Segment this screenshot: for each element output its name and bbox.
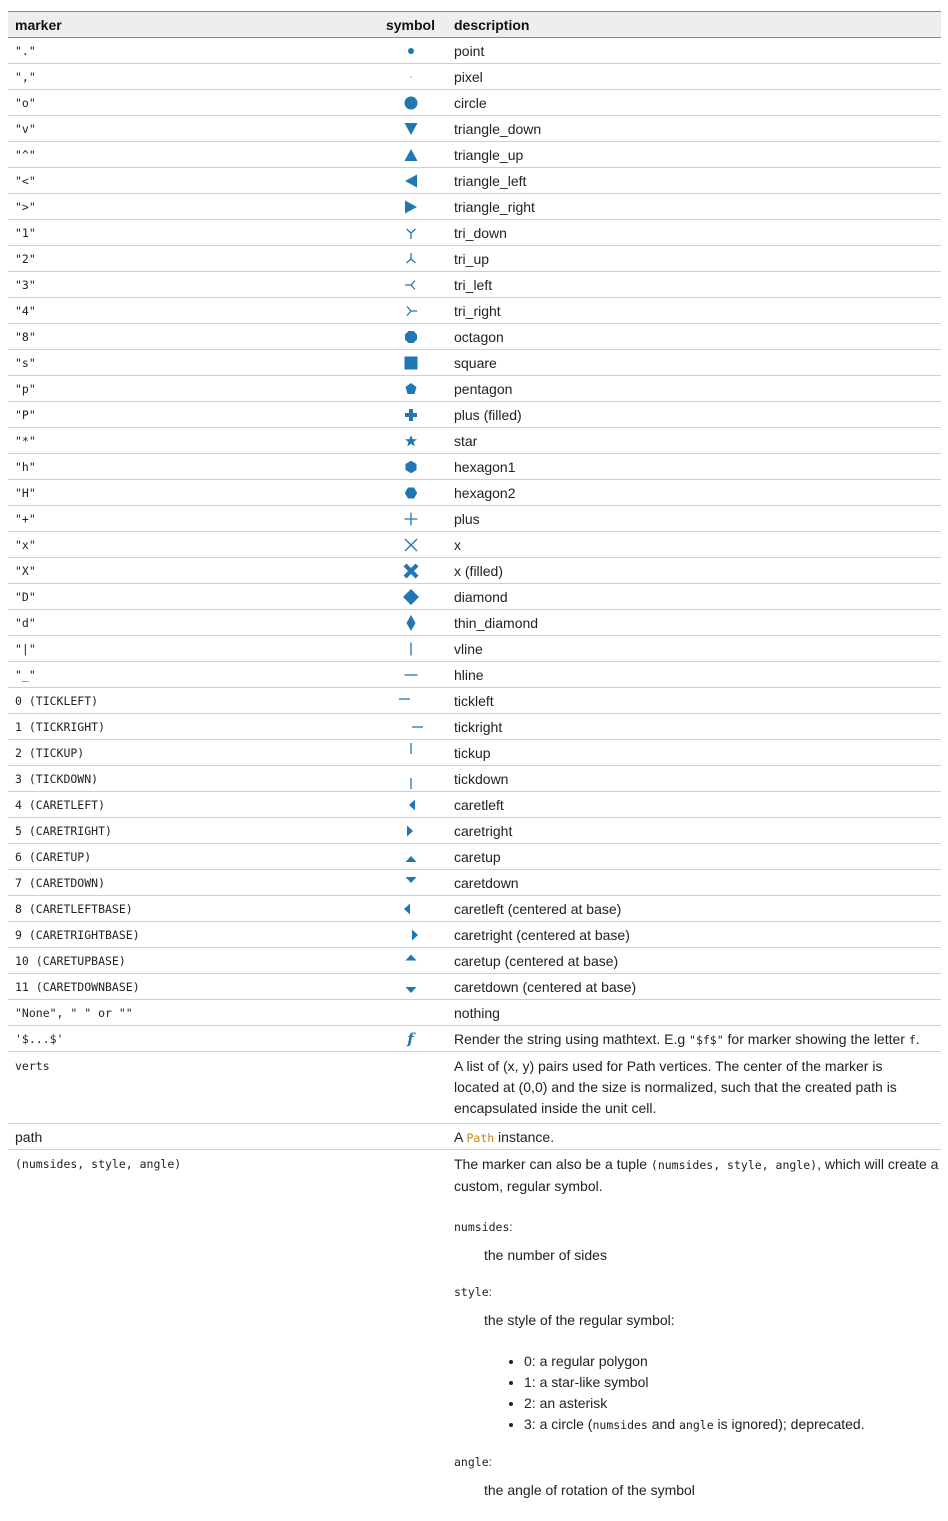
marker-cell: "<" xyxy=(15,173,36,188)
marker-cell: 5 (CARETRIGHT) xyxy=(15,823,112,838)
pentagon-icon xyxy=(403,381,419,397)
table-row xyxy=(8,506,941,532)
tri-down-icon xyxy=(403,225,419,241)
table-row xyxy=(8,688,941,714)
param-style: style: xyxy=(454,1285,492,1299)
symbol-cell xyxy=(368,350,453,375)
description-cell: A Path instance. xyxy=(454,1128,555,1145)
description-cell: Render the string using mathtext. E.g "$f$" for marker showing the letter f. xyxy=(454,1030,920,1047)
square-icon xyxy=(403,355,419,371)
table-row xyxy=(8,402,941,428)
caretdown-icon xyxy=(403,875,419,891)
marker-cell: "^" xyxy=(15,147,36,162)
symbol-cell xyxy=(368,896,453,921)
tickleft-icon xyxy=(403,693,419,709)
symbol-cell xyxy=(368,636,453,661)
symbol-cell xyxy=(368,38,453,63)
description-cell: diamond xyxy=(454,588,508,605)
caretleft-icon xyxy=(403,797,419,813)
marker-cell: path xyxy=(15,1128,43,1145)
description-cell: tickright xyxy=(454,718,503,735)
style-list: • 0: a regular polygon • 1: a star-like symbol • 2: an asterisk • 3: a circle (numsides and angle is ignored); deprecated. xyxy=(484,1351,941,1436)
description-cell: plus xyxy=(454,510,480,527)
caretrightbase-icon xyxy=(403,927,419,943)
marker-cell: "2" xyxy=(15,251,36,266)
table-row xyxy=(8,766,941,792)
circle-icon xyxy=(403,95,419,111)
description-cell: star xyxy=(454,432,478,449)
symbol-cell xyxy=(368,688,453,713)
marker-cell: "P" xyxy=(15,407,36,422)
description-cell: The marker can also be a tuple (numsides, style, angle), which will create a custom, regular symbol. numsides: the number of sides style: the style of the regular symbol: • 0: a regular polygon • 1: a star-like symbol • 2: an asterisk • 3: a circle (numsides and angle is ignored); deprecated. angle: the angle of rotation of the symbol xyxy=(453,1154,941,1517)
triangle-up-icon xyxy=(403,147,419,163)
symbol-cell xyxy=(368,402,453,427)
marker-cell: "," xyxy=(15,69,36,84)
tuple-params: numsides: the number of sides style: the style of the regular symbol: • 0: a regular polygon • 1: a star-like symbol • 2: an asterisk • 3: a circle (numsides and angle is ignored); deprecated. angle: the angle of rotation of the symbol xyxy=(454,1217,941,1501)
description-cell: tickdown xyxy=(454,770,509,787)
symbol-cell xyxy=(368,324,453,349)
table-row xyxy=(8,38,941,64)
marker-cell: 9 (CARETRIGHTBASE) xyxy=(15,927,140,942)
marker-cell: 10 (CARETUPBASE) xyxy=(15,953,126,968)
triangle-left-icon xyxy=(403,173,419,189)
symbol-cell xyxy=(368,714,453,739)
symbol-cell xyxy=(368,246,453,271)
table-row xyxy=(8,948,941,974)
table-row xyxy=(8,376,941,402)
description-cell: hexagon2 xyxy=(454,484,516,501)
description-cell: pixel xyxy=(454,68,483,85)
description-cell: caretup xyxy=(454,848,501,865)
symbol-cell xyxy=(368,506,453,531)
marker-cell: "s" xyxy=(15,355,36,370)
marker-cell: 6 (CARETUP) xyxy=(15,849,92,864)
description-cell: octagon xyxy=(454,328,504,345)
description-cell: plus (filled) xyxy=(454,406,522,423)
table-row xyxy=(8,974,941,1000)
diamond-icon xyxy=(403,589,419,605)
tickright-icon xyxy=(403,719,419,735)
description-cell: triangle_down xyxy=(454,120,542,137)
marker-cell: '$...$' xyxy=(15,1031,64,1046)
description-cell: A list of (x, y) pairs used for Path vertices. The center of the marker is located at (0,0) and the size is normalized, such that the created path is encapsulated inside the unit cell. xyxy=(454,1058,897,1116)
symbol-cell xyxy=(368,454,453,479)
table-row xyxy=(8,246,941,272)
description-cell: x (filled) xyxy=(454,562,504,579)
description-cell: pentagon xyxy=(454,380,513,397)
marker-cell: "+" xyxy=(15,511,36,526)
caretup-icon xyxy=(403,849,419,865)
x-filled-icon xyxy=(403,563,419,579)
marker-cell: 7 (CARETDOWN) xyxy=(15,875,106,890)
marker-cell: "X" xyxy=(15,563,36,578)
description-cell: point xyxy=(454,42,485,59)
symbol-cell xyxy=(368,1000,453,1025)
table-row xyxy=(8,90,941,116)
table-row xyxy=(8,194,941,220)
marker-cell: "H" xyxy=(15,485,36,500)
marker-cell: "p" xyxy=(15,381,36,396)
marker-cell: "8" xyxy=(15,329,36,344)
symbol-cell xyxy=(368,870,453,895)
description-cell: caretleft (centered at base) xyxy=(454,900,622,917)
x-icon xyxy=(403,537,419,553)
table-row-path xyxy=(8,1124,941,1150)
symbol-cell xyxy=(368,844,453,869)
description-cell: tri_right xyxy=(454,302,501,319)
table-row xyxy=(8,532,941,558)
table-row xyxy=(8,584,941,610)
caretdownbase-icon xyxy=(403,979,419,995)
table-row-verts xyxy=(8,1052,941,1124)
table-row xyxy=(8,480,941,506)
symbol-cell xyxy=(368,584,453,609)
marker-cell: "d" xyxy=(15,615,36,630)
marker-cell: "|" xyxy=(15,641,36,656)
symbol-cell xyxy=(368,558,453,583)
param-angle: angle: xyxy=(454,1455,492,1469)
table-row xyxy=(8,896,941,922)
symbol-cell xyxy=(368,480,453,505)
description-cell: caretright (centered at base) xyxy=(454,926,630,943)
table-row xyxy=(8,636,941,662)
description-cell: tri_left xyxy=(454,276,493,293)
tri-right-icon xyxy=(403,303,419,319)
tickdown-icon xyxy=(403,771,419,787)
marker-cell: 11 (CARETDOWNBASE) xyxy=(15,979,140,994)
symbol-cell xyxy=(368,792,453,817)
path-link[interactable]: Path xyxy=(466,1130,495,1145)
marker-cell: ">" xyxy=(15,199,36,214)
description-cell: circle xyxy=(454,94,487,111)
description-cell: hline xyxy=(454,666,484,683)
description-cell: caretright xyxy=(454,822,513,839)
table-row-tuple xyxy=(8,1150,941,1521)
header-marker: marker xyxy=(15,16,62,33)
symbol-cell xyxy=(368,64,453,89)
symbol-cell xyxy=(368,90,453,115)
marker-cell: "." xyxy=(15,43,36,58)
hline-icon xyxy=(403,667,419,683)
symbol-cell xyxy=(368,272,453,297)
description-cell: tri_up xyxy=(454,250,490,267)
marker-cell: 2 (TICKUP) xyxy=(15,745,85,760)
symbol-cell xyxy=(368,298,453,323)
description-cell: caretleft xyxy=(454,796,504,813)
caretleftbase-icon xyxy=(403,901,419,917)
marker-cell: verts xyxy=(15,1059,50,1073)
table-row xyxy=(8,714,941,740)
description-cell: triangle_up xyxy=(454,146,524,163)
star-icon xyxy=(403,433,419,449)
plus-filled-icon xyxy=(403,407,419,423)
octagon-icon xyxy=(403,329,419,345)
symbol-cell xyxy=(368,142,453,167)
marker-cell: (numsides, style, angle) xyxy=(15,1157,182,1171)
symbol-cell xyxy=(368,974,453,999)
table-row xyxy=(8,454,941,480)
description-cell: tickup xyxy=(454,744,491,761)
marker-cell: 4 (CARETLEFT) xyxy=(15,797,106,812)
marker-cell: "D" xyxy=(15,589,36,604)
marker-cell: 8 (CARETLEFTBASE) xyxy=(15,901,133,916)
description-cell: tri_down xyxy=(454,224,507,241)
point-icon xyxy=(403,43,419,59)
hexagon1-icon xyxy=(403,459,419,475)
symbol-cell xyxy=(368,922,453,947)
description-cell: triangle_left xyxy=(454,172,527,189)
hexagon2-icon xyxy=(403,485,419,501)
symbol-cell xyxy=(368,948,453,973)
table-row xyxy=(8,662,941,688)
symbol-cell xyxy=(368,168,453,193)
description-cell: thin_diamond xyxy=(454,614,539,631)
table-row xyxy=(8,870,941,896)
description-cell: tickleft xyxy=(454,692,494,709)
symbol-cell xyxy=(368,428,453,453)
marker-cell: 1 (TICKRIGHT) xyxy=(15,719,106,734)
table-row xyxy=(8,844,941,870)
marker-cell: "v" xyxy=(15,121,36,136)
tri-up-icon xyxy=(403,251,419,267)
table-row xyxy=(8,272,941,298)
table-row xyxy=(8,922,941,948)
marker-cell: "4" xyxy=(15,303,36,318)
param-numsides: numsides: xyxy=(454,1220,513,1234)
symbol-cell xyxy=(368,116,453,141)
marker-cell: "h" xyxy=(15,459,36,474)
plus-icon xyxy=(403,511,419,527)
triangle-down-icon xyxy=(403,121,419,137)
marker-cell: "o" xyxy=(15,95,36,110)
description-cell: triangle_right xyxy=(454,198,535,215)
header-description: description xyxy=(454,16,530,33)
symbol-cell xyxy=(368,194,453,219)
description-cell: nothing xyxy=(454,1004,500,1021)
symbol-cell xyxy=(368,818,453,843)
table-row xyxy=(8,428,941,454)
marker-cell: "*" xyxy=(15,433,36,448)
table-row xyxy=(8,298,941,324)
mathtext-f-icon: f xyxy=(407,1029,414,1048)
table-header xyxy=(8,11,941,38)
symbol-cell xyxy=(368,610,453,635)
symbol-cell xyxy=(368,766,453,791)
markers-table xyxy=(8,11,941,1521)
table-row xyxy=(8,168,941,194)
table-row xyxy=(8,324,941,350)
vline-icon xyxy=(403,641,419,657)
table-row xyxy=(8,1000,941,1026)
marker-cell: 0 (TICKLEFT) xyxy=(15,693,99,708)
table-row xyxy=(8,792,941,818)
tri-left-icon xyxy=(403,277,419,293)
pixel-icon xyxy=(403,69,419,85)
marker-cell: "_" xyxy=(15,667,36,682)
caretright-icon xyxy=(403,823,419,839)
description-cell: caretdown (centered at base) xyxy=(454,978,637,995)
header-symbol: symbol xyxy=(385,16,435,33)
triangle-right-icon xyxy=(403,199,419,215)
table-row xyxy=(8,610,941,636)
tickup-icon xyxy=(403,745,419,761)
description-cell: x xyxy=(454,536,461,553)
marker-cell: "None", " " or "" xyxy=(15,1005,133,1020)
description-cell: caretup (centered at base) xyxy=(454,952,619,969)
symbol-cell xyxy=(368,532,453,557)
table-row xyxy=(8,116,941,142)
thin-diamond-icon xyxy=(403,615,419,631)
marker-cell: "x" xyxy=(15,537,36,552)
marker-cell: "3" xyxy=(15,277,36,292)
caretupbase-icon xyxy=(403,953,419,969)
table-row xyxy=(8,558,941,584)
table-row-mathtext xyxy=(8,1026,941,1052)
table-row xyxy=(8,64,941,90)
table-row xyxy=(8,220,941,246)
description-cell: hexagon1 xyxy=(454,458,516,475)
symbol-cell xyxy=(368,662,453,687)
table-row xyxy=(8,142,941,168)
table-row xyxy=(8,740,941,766)
symbol-cell xyxy=(368,740,453,765)
symbol-cell xyxy=(368,220,453,245)
symbol-cell xyxy=(368,376,453,401)
table-row xyxy=(8,818,941,844)
description-cell: caretdown xyxy=(454,874,519,891)
marker-cell: 3 (TICKDOWN) xyxy=(15,771,99,786)
description-cell: vline xyxy=(454,640,483,657)
description-cell: square xyxy=(454,354,497,371)
table-row xyxy=(8,350,941,376)
marker-cell: "1" xyxy=(15,225,36,240)
